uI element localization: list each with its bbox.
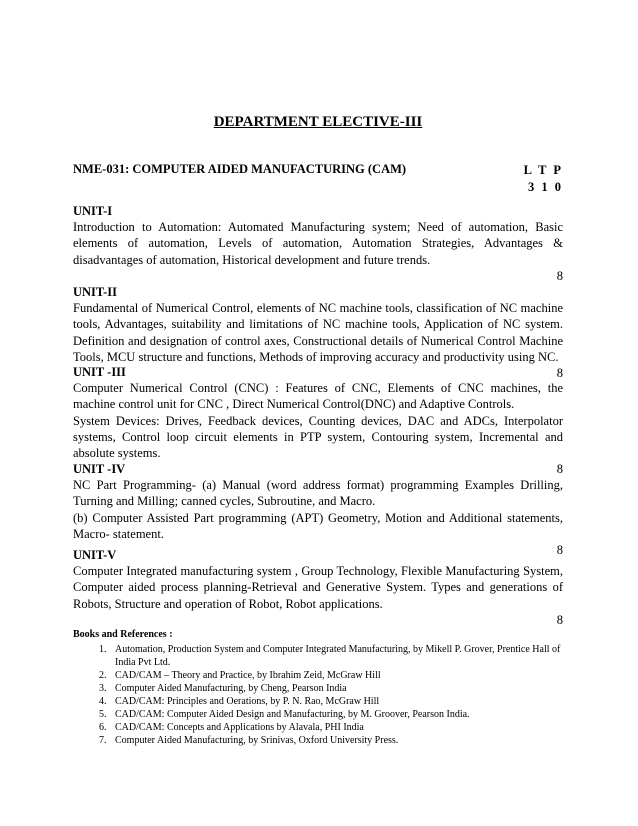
unit-5 [73, 547, 563, 628]
unit-paragraph: System Devices: Drives, Feedback devices, Counting devices, DAC and ADCs, Interpolator systems, Control loop circuit elements in PTP system, Contouring system, Incremental and absolute systems. [73, 413, 563, 461]
ltp-block [524, 162, 561, 196]
book-item: 4. CAD/CAM: Principles and Oerations, by P. N. Rao, McGraw Hill [109, 695, 563, 708]
unit-hours: 8 [556, 462, 563, 477]
unit-hours: 8 [556, 268, 563, 283]
ltp-label: L T P [523, 163, 561, 177]
unit-hours: 8 [556, 612, 563, 627]
unit-body [73, 477, 563, 542]
unit-paragraph: Fundamental of Numerical Control, elements of NC machine tools, classification of NC machine tools, Advantages, suitability and limitations of NC machine tools, Application of NC system. Definition and designation of control axes, Constructional details of Numerical Control Machine Tools, MCU structure and functions, Methods of improving accuracy and productivity using NC. [73, 301, 563, 364]
book-item: 5. CAD/CAM: Computer Aided Design and Manufacturing, by M. Groover, Pearson India. [109, 708, 563, 721]
book-item: 2. CAD/CAM – Theory and Practice, by Ibrahim Zeid, McGraw Hill [109, 669, 563, 682]
course-title: NME-031: COMPUTER AIDED MANUFACTURING (CAM) [73, 162, 407, 176]
unit-heading: UNIT-I [73, 204, 113, 218]
unit-body [73, 563, 563, 612]
books-references [73, 628, 563, 747]
book-item: 3. Computer Aided Manufacturing, by Cheng, Pearson India [109, 682, 563, 695]
book-item: 6. CAD/CAM: Concepts and Applications by Alavala, PHI India [109, 721, 563, 734]
unit-body [73, 380, 563, 461]
unit-paragraph: Introduction to Automation: Automated Manufacturing system; Need of automation, Basic elements of automation, Levels of automation, Automation Strategies, Advantages & disadvantages of automation, Historical development and future trends. [73, 220, 563, 267]
page-title: DEPARTMENT ELECTIVE-III [213, 114, 423, 130]
unit-hours: 8 [556, 366, 563, 381]
ltp-values: 3 1 0 [528, 180, 561, 194]
books-list [73, 643, 563, 747]
unit-body [73, 300, 563, 365]
unit-paragraph: (b) Computer Assisted Part programming (APT) Geometry, Motion and Additional statements, Macro- statement. [73, 510, 563, 541]
unit-hours: 8 [556, 543, 563, 558]
unit-paragraph: Computer Numerical Control (CNC) : Features of CNC, Elements of CNC machines, the machine control unit for CNC , Direct Numerical Control(DNC) and Adaptive Controls. [73, 381, 563, 412]
unit-4 [73, 461, 563, 558]
unit-paragraph: Computer Integrated manufacturing system , Group Technology, Flexible Manufacturing System, Computer aided process planning-Retrieval and Generative System. Types and generations of Robots, Structure and operation of Robot, Robot applications. [73, 564, 563, 611]
unit-paragraph: NC Part Programming- (a) Manual (word address format) programming Examples Drilling, Turning and Milling; canned cycles, Subroutine, and Macro. [73, 478, 563, 509]
unit-heading: UNIT -IV [73, 462, 126, 476]
books-heading: Books and References : [73, 629, 173, 640]
book-item: 7. Computer Aided Manufacturing, by Srinivas, Oxford University Press. [109, 734, 563, 747]
unit-body [73, 219, 563, 268]
unit-1 [73, 203, 563, 284]
unit-heading: UNIT-V [73, 548, 117, 562]
book-item: 1. Automation, Production System and Computer Integrated Manufacturing, by Mikell P. Grover, Prentice Hall of India Pvt Ltd. [109, 643, 563, 669]
unit-heading: UNIT -III [73, 365, 126, 379]
unit-heading: UNIT-II [73, 285, 118, 299]
